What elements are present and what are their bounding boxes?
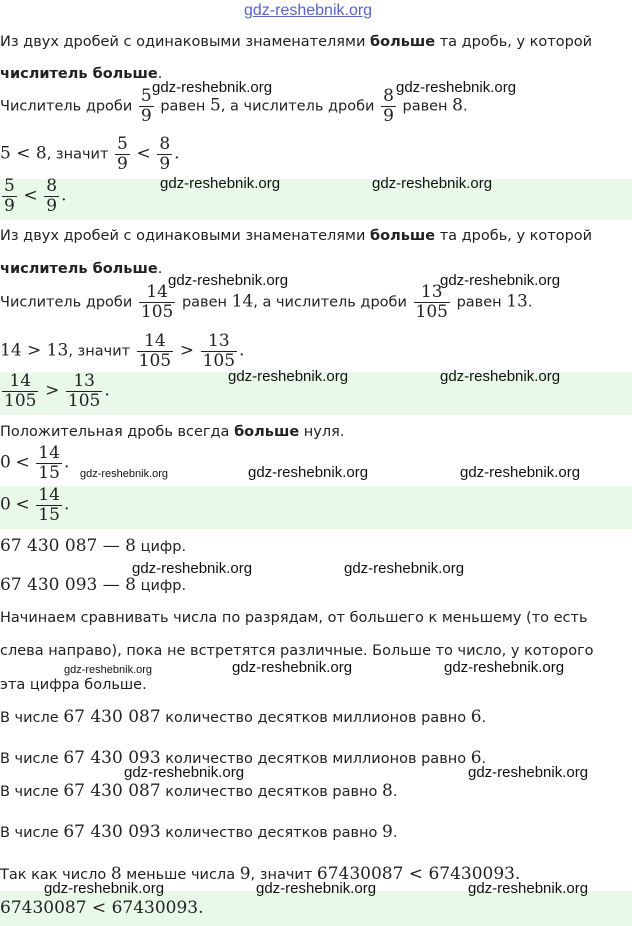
label: , а числитель дроби	[253, 294, 407, 311]
label: , значит	[46, 146, 109, 163]
watermark-text: gdz-reshebnik.org	[344, 560, 465, 577]
value: 8	[382, 781, 393, 801]
bold-word: больше	[370, 228, 436, 244]
numerator: 8	[383, 86, 394, 106]
rule-paragraph-1-end	[0, 66, 162, 82]
value: 0	[0, 494, 11, 515]
number: 67 430 093	[63, 822, 161, 842]
label: цифр.	[135, 539, 187, 555]
watermark-text: gdz-reshebnik.org	[160, 175, 281, 192]
denominator: 9	[4, 196, 15, 216]
watermark-text: gdz-reshebnik.org	[132, 560, 253, 577]
label: В числе	[0, 784, 59, 800]
final-answer: 67430087 < 67430093.	[0, 898, 204, 918]
less-sign: <	[15, 494, 30, 515]
watermark-text: gdz-reshebnik.org	[228, 368, 349, 385]
bold-word: больше	[370, 34, 436, 50]
greater-sign: >	[179, 340, 194, 361]
watermark-text: gdz-reshebnik.org	[396, 79, 517, 96]
denominator: 105	[4, 391, 37, 411]
digits-line-2	[0, 575, 186, 595]
answer-3	[0, 486, 69, 525]
dot: .	[527, 294, 533, 311]
label: Так как число	[0, 867, 107, 883]
value: 5	[210, 95, 221, 116]
dot: .	[104, 380, 110, 401]
label: В числе	[0, 751, 59, 767]
denominator: 15	[38, 505, 60, 525]
answer-band-1	[0, 176, 632, 220]
numerator: 5	[117, 134, 128, 154]
dot: .	[392, 825, 398, 841]
label: В числе	[0, 825, 59, 841]
label: цифр.	[135, 578, 187, 594]
denominator: 105	[67, 391, 101, 411]
fraction-5-9	[115, 135, 130, 174]
comparison-line-2	[0, 332, 244, 371]
label: Числитель дроби	[0, 294, 133, 311]
value: 6	[470, 707, 482, 727]
number: 67 430 087	[63, 707, 161, 727]
numerator: 13	[208, 331, 230, 351]
numerator: 8	[159, 134, 171, 154]
rule-text: та дробь, у которой	[435, 34, 593, 50]
value: 14	[231, 291, 254, 312]
watermark-text: gdz-reshebnik.org	[248, 464, 369, 481]
numerator: 14	[146, 282, 168, 302]
rule-paragraph-2	[0, 228, 592, 244]
less-sign: <	[15, 452, 30, 473]
less-sign: <	[136, 143, 151, 164]
watermark-text: gdz-reshebnik.org	[440, 272, 561, 289]
numerator: 14	[144, 331, 166, 351]
greater-sign: >	[45, 380, 60, 401]
tens-millions-line-1	[0, 707, 486, 727]
positive-fraction-rule	[0, 424, 344, 440]
compare-rule-line-1: Начинаем сравнивать числа по разрядам, от большего к меньшему (то есть	[0, 610, 588, 626]
watermark-text: gdz-reshebnik.org	[444, 659, 565, 676]
inequality: 5 < 8	[0, 143, 47, 164]
numerator: 14	[9, 371, 32, 391]
label: , а числитель дроби	[220, 98, 375, 115]
watermark-text: gdz-reshebnik.org	[468, 764, 589, 781]
value: 13	[506, 291, 528, 312]
fraction-8-9	[381, 87, 396, 126]
watermark-text: gdz-reshebnik.org	[440, 368, 561, 385]
fraction-8-9	[44, 177, 59, 216]
numerator: 14	[38, 485, 60, 505]
watermark-text: gdz-reshebnik.org	[168, 272, 289, 289]
fraction-8-9	[157, 135, 172, 174]
compare-rule-line-2: слева направо), пока не встретятся различные. Больше то число, у которого	[0, 643, 594, 659]
rule-text: Из двух дробей с одинаковыми знаменателями	[0, 228, 370, 244]
watermark-text: gdz-reshebnik.org	[80, 468, 169, 480]
dot: .	[481, 751, 487, 767]
denominator: 105	[202, 351, 236, 371]
denominator: 105	[138, 351, 172, 371]
dot: .	[174, 143, 180, 164]
watermark-text: gdz-reshebnik.org	[468, 880, 589, 897]
label: равен	[456, 294, 502, 311]
watermark-text: gdz-reshebnik.org	[232, 659, 353, 676]
inequality: 67430087 < 67430093	[316, 864, 515, 884]
label: В числе	[0, 710, 59, 726]
fraction-14-105	[2, 372, 38, 411]
dot: .	[481, 710, 487, 726]
numerator: 5	[4, 176, 15, 196]
numerator: 13	[420, 282, 443, 302]
dot: .	[63, 452, 70, 473]
value: 9	[239, 864, 251, 884]
watermark-text: gdz-reshebnik.org	[372, 175, 493, 192]
rule-paragraph-1	[0, 34, 592, 50]
tens-line-1	[0, 781, 397, 801]
value: 8	[110, 864, 122, 884]
bold-phrase: числитель больше	[0, 66, 158, 82]
rule-paragraph-2-end	[0, 261, 162, 277]
label: количество десятков миллионов равно	[165, 751, 467, 767]
numerator: 13	[73, 371, 95, 391]
fraction-13-105	[201, 332, 237, 371]
label: количество десятков равно	[165, 784, 378, 800]
watermark-text: gdz-reshebnik.org	[124, 764, 245, 781]
bold-word: больше	[234, 424, 300, 440]
watermark-text: gdz-reshebnik.org	[64, 664, 153, 676]
number-digits: 67 430 087 — 8	[0, 536, 136, 556]
watermark-text: gdz-reshebnik.org	[460, 464, 581, 481]
fraction-13-105	[66, 372, 102, 411]
dot: .	[157, 261, 163, 277]
bold-phrase: числитель больше	[0, 261, 158, 277]
dot: .	[157, 66, 163, 82]
rule-text: Из двух дробей с одинаковыми знаменателями	[0, 34, 370, 50]
fraction-14-105	[137, 332, 173, 371]
number-digits: 67 430 093 — 8	[0, 575, 136, 595]
denominator: 9	[383, 106, 394, 126]
compare-rule-line-3: эта цифра больше.	[0, 677, 147, 693]
value: 0	[0, 452, 11, 473]
label: , значит	[250, 867, 313, 883]
denominator: 9	[140, 106, 152, 126]
answer-band-3	[0, 486, 632, 529]
answer-1	[0, 177, 67, 216]
rule-text: та дробь, у которой	[435, 228, 593, 244]
dot: .	[61, 185, 67, 206]
watermark-text: gdz-reshebnik.org	[152, 79, 273, 96]
dot: .	[63, 494, 70, 515]
comparison-line-1	[0, 135, 180, 174]
dot: .	[239, 340, 245, 361]
numerator: 8	[46, 176, 58, 196]
label: равен	[181, 294, 228, 311]
numerator: 5	[140, 86, 152, 106]
rule-text: нуля.	[299, 424, 345, 440]
inequality: 14 > 13	[0, 340, 69, 361]
value: 9	[382, 822, 393, 842]
comparison-line-3	[0, 444, 69, 483]
tens-line-2	[0, 822, 397, 842]
label: меньше числа	[126, 867, 236, 883]
number: 67 430 087	[63, 781, 161, 801]
label: количество десятков равно	[165, 825, 378, 841]
fraction-5-9	[2, 177, 17, 216]
less-sign: <	[23, 185, 38, 206]
label: равен	[402, 98, 448, 115]
label: Числитель дроби	[0, 98, 133, 115]
numerator: 14	[38, 443, 60, 463]
site-watermark-link[interactable]: gdz-reshebnik.org	[244, 2, 373, 19]
dot: .	[462, 98, 468, 115]
label: , значит	[68, 343, 131, 360]
denominator: 105	[140, 302, 174, 322]
label: равен	[160, 98, 206, 115]
digits-line-1	[0, 536, 186, 556]
answer-2	[0, 372, 110, 411]
dot: .	[392, 784, 398, 800]
value: 6	[470, 748, 482, 768]
fraction-14-15	[36, 444, 62, 483]
denominator: 105	[415, 302, 448, 322]
denominator: 9	[46, 196, 58, 216]
fraction-14-15	[36, 486, 62, 525]
denominator: 9	[159, 154, 171, 174]
denominator: 15	[38, 463, 60, 483]
rule-text: Положительная дробь всегда	[0, 424, 235, 440]
denominator: 9	[117, 154, 128, 174]
watermark-text: gdz-reshebnik.org	[256, 880, 377, 897]
value: 8	[452, 95, 463, 116]
watermark-text: gdz-reshebnik.org	[44, 880, 165, 897]
label: количество десятков миллионов равно	[165, 710, 467, 726]
dot: .	[514, 864, 521, 884]
number: 67 430 093	[63, 748, 161, 768]
